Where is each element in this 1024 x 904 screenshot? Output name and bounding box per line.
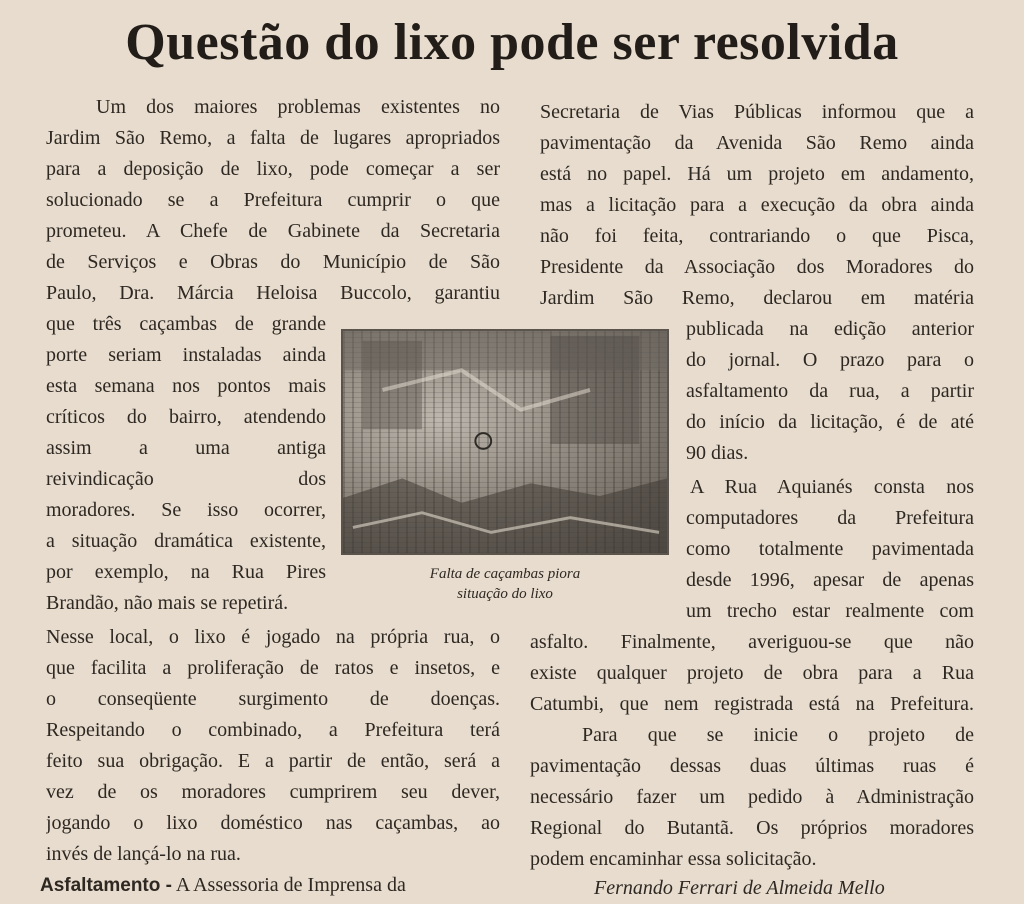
col2-line-23: necessário fazer um pedido à Administração (530, 786, 974, 808)
headline: Questão do lixo pode ser resolvida (125, 14, 899, 71)
col2-line-20: Catumbi, que nem registrada está na Prefeitura. (530, 693, 974, 715)
col1-line-10: esta semana nos pontos mais (46, 375, 326, 397)
col1-line-15: a situação dramática existente, (46, 530, 326, 552)
col1-line-20: o conseqüente surgimento de doenças. (46, 688, 500, 710)
col2-line-2: pavimentação da Avenida São Remo ainda (540, 132, 974, 154)
col2-line-24: Regional do Butantã. Os próprios moradores (530, 817, 974, 839)
col1-line-21: Respeitando o combinado, a Prefeitura terá (46, 719, 500, 741)
col2-line-3: está no papel. Há um projeto em andamento, (540, 163, 974, 185)
col1-line-14: moradores. Se isso ocorrer, (46, 499, 326, 521)
col1-line-5: prometeu. A Chefe de Gabinete da Secretaria (46, 220, 500, 242)
col2-line-6: Presidente da Associação dos Moradores do (540, 256, 974, 278)
col1-line-11: críticos do bairro, atendendo (46, 406, 326, 428)
col1-line-23: vez de os moradores cumprirem seu dever, (46, 781, 500, 803)
col2-line-4: mas a licitação para a execução da obra ainda (540, 194, 974, 216)
byline: Fernando Ferrari de Almeida Mello (594, 877, 885, 899)
col1-last-text: A Assessoria de Imprensa da (175, 874, 406, 896)
photo-caption-line-1: Falta de caçambas piora (429, 566, 581, 582)
col1-line-4: solucionado se a Prefeitura cumprir o que (46, 189, 500, 211)
col1-line-24: jogando o lixo doméstico nas caçambas, ao (46, 812, 500, 834)
col1-line-7: Paulo, Dra. Márcia Heloisa Buccolo, garantiu (46, 282, 500, 304)
col1-line-18: Nesse local, o lixo é jogado na própria rua, o (46, 626, 500, 648)
col1-line-25: invés de lançá-lo na rua. (46, 843, 241, 865)
col1-line-26 (40, 870, 500, 901)
news-photo (341, 329, 669, 555)
photo-caption-line-2: situação do lixo (457, 586, 553, 602)
col2-line-14: computadores da Prefeitura (686, 507, 974, 529)
col1-line-13: reivindicação dos (46, 468, 326, 490)
col1-line-8: que três caçambas de grande (46, 313, 326, 335)
col1-line-16: por exemplo, na Rua Pires (46, 561, 326, 583)
col2-line-12: 90 dias. (686, 442, 749, 464)
col2-line-7: Jardim São Remo, declarou em matéria (540, 287, 974, 309)
col2-line-21: Para que se inicie o projeto de (582, 724, 974, 746)
col1-line-3: para a deposição de lixo, pode começar a ser (46, 158, 500, 180)
col2-line-9: do jornal. O prazo para o (686, 349, 974, 371)
col2-line-17: um trecho estar realmente com (686, 600, 974, 622)
col2-line-13: A Rua Aquianés consta nos (690, 476, 974, 498)
col2-line-5: não foi feita, contrariando o que Pisca, (540, 225, 974, 247)
col2-line-11: do início da licitação, é de até (686, 411, 974, 433)
col2-line-18: asfalto. Finalmente, averiguou-se que não (530, 631, 974, 653)
col1-line-17: Brandão, não mais se repetirá. (46, 592, 289, 614)
col2-line-15: como totalmente pavimentada (686, 538, 974, 560)
subhead-asfaltamento: Asfaltamento - (40, 875, 172, 896)
col1-line-6: de Serviços e Obras do Município de São (46, 251, 500, 273)
col2-line-16: desde 1996, apesar de apenas (686, 569, 974, 591)
col2-line-25: podem encaminhar essa solicitação. (530, 848, 817, 870)
col1-line-1: Um dos maiores problemas existentes no (96, 96, 500, 118)
col1-line-9: porte seriam instaladas ainda (46, 344, 326, 366)
col2-line-8: publicada na edição anterior (686, 318, 974, 340)
col1-line-22: feito sua obrigação. E a partir de então, será a (46, 750, 500, 772)
col1-line-2: Jardim São Remo, a falta de lugares apropriados (46, 127, 500, 149)
col1-line-12: assim a uma antiga (46, 437, 326, 459)
col2-line-10: asfaltamento da rua, a partir (686, 380, 974, 402)
col2-line-1: Secretaria de Vias Públicas informou que a (540, 101, 974, 123)
col2-line-22: pavimentação dessas duas últimas ruas é (530, 755, 974, 777)
col1-line-19: que facilita a proliferação de ratos e insetos, e (46, 657, 500, 679)
photo-image (343, 331, 667, 553)
col2-line-19: existe qualquer projeto de obra para a Rua (530, 662, 974, 684)
